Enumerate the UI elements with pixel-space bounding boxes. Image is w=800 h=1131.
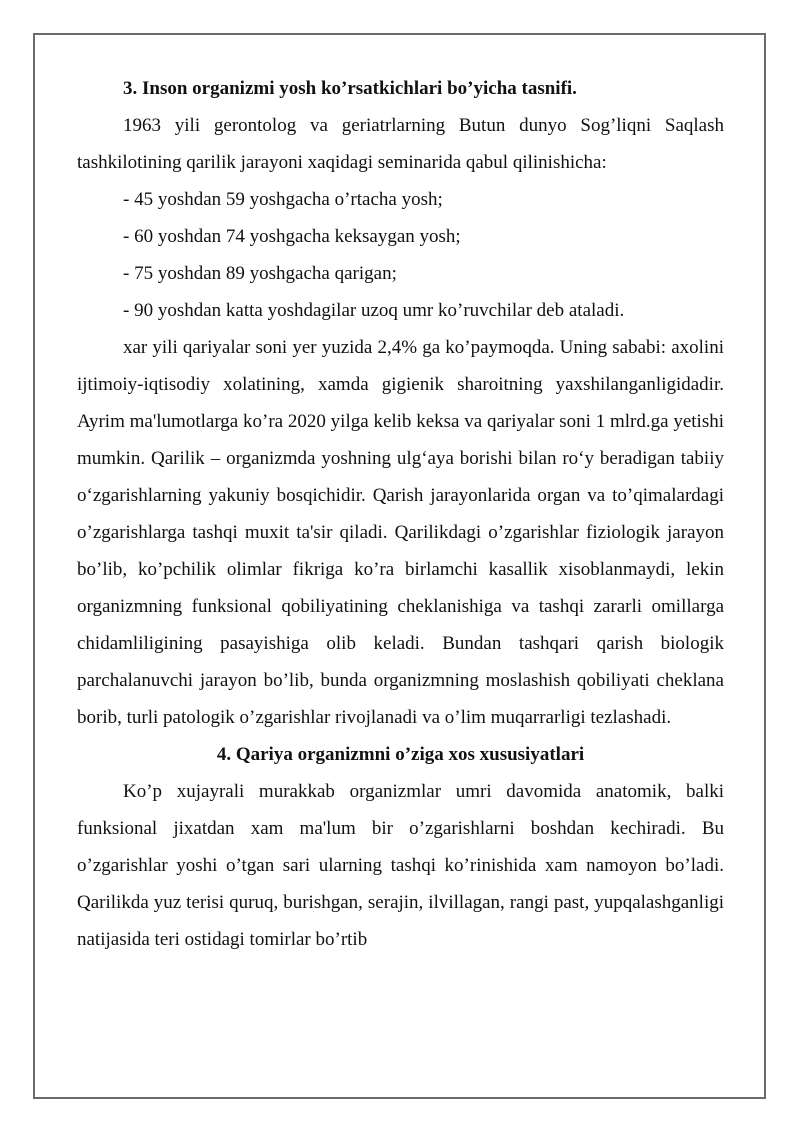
- age-list-item: - 75 yoshdan 89 yoshgacha qarigan;: [123, 263, 397, 284]
- section-3-title: 3. Inson organizmi yosh ko’rsatkichlari bo’yicha tasnifi.: [123, 78, 577, 99]
- section-3-body: xar yili qariyalar soni yer yuzida 2,4% ga ko’paymoqda. Uning sababi: axolini ijtimoiy-iqtisodiy xolatining, xamda gigienik sharoitning yaxshilanganligidadir. Ayrim ma'lumotlarga ko’ra 2020 yilga kelib keksa va qariyalar soni 1 mlrd.ga yetishi mumkin. Qarilik – organizmda yoshning ulg‘aya borishi bilan ro‘y beradigan tabiiy o‘zgarishlarning yakuniy bosqichidir. Qarish jarayonlarida organ va to’qimalardagi o’zgarishlarga tashqi muxit ta'sir qiladi. Qarilikdagi o’zgarishlar fiziologik jarayon bo’lib, ko’pchilik olimlar fikriga ko’ra birlamchi kasallik xisoblanmaydi, lekin organizmning funksional qobiliyatining cheklanishiga va tashqi zararli omillarga chidamliligining pasayishiga olib keladi. Bundan tashqari qarish biologik parchalanuvchi jarayon bo’lib, bunda organizmning moslashish qobiliyati cheklana borib, turli patologik o’zgarishlar rivojlanadi va o’lim muqarrarligi tezlashadi.: [77, 337, 724, 728]
- age-list-item: - 90 yoshdan katta yoshdagilar uzoq umr ko’ruvchilar deb ataladi.: [123, 300, 625, 321]
- age-list-item: - 45 yoshdan 59 yoshgacha o’rtacha yosh;: [123, 189, 443, 210]
- section-3-intro: 1963 yili gerontolog va geriatrlarning Butun dunyo Sog’liqni Saqlash tashkilotining qarilik jarayoni xaqidagi seminarida qabul qilinishicha:: [77, 115, 724, 173]
- section-4-body: Ko’p xujayrali murakkab organizmlar umri davomida anatomik, balki funksional jixatdan xam ma'lum bir o’zgarishlarni boshdan kechiradi. Bu o’zgarishlar yoshi o’tgan sari ularning tashqi ko’rinishida xam namoyon bo’ladi. Qarilikda yuz terisi quruq, burishgan, serajin, ilvillagan, rangi past, yupqalashganligi natijasida teri ostidagi tomirlar bo’rtib: [77, 781, 724, 950]
- age-list-item: - 60 yoshdan 74 yoshgacha keksaygan yosh;: [123, 226, 461, 247]
- document-body: [77, 70, 724, 958]
- section-4-title: 4. Qariya organizmni o’ziga xos xususiyatlari: [216, 744, 585, 765]
